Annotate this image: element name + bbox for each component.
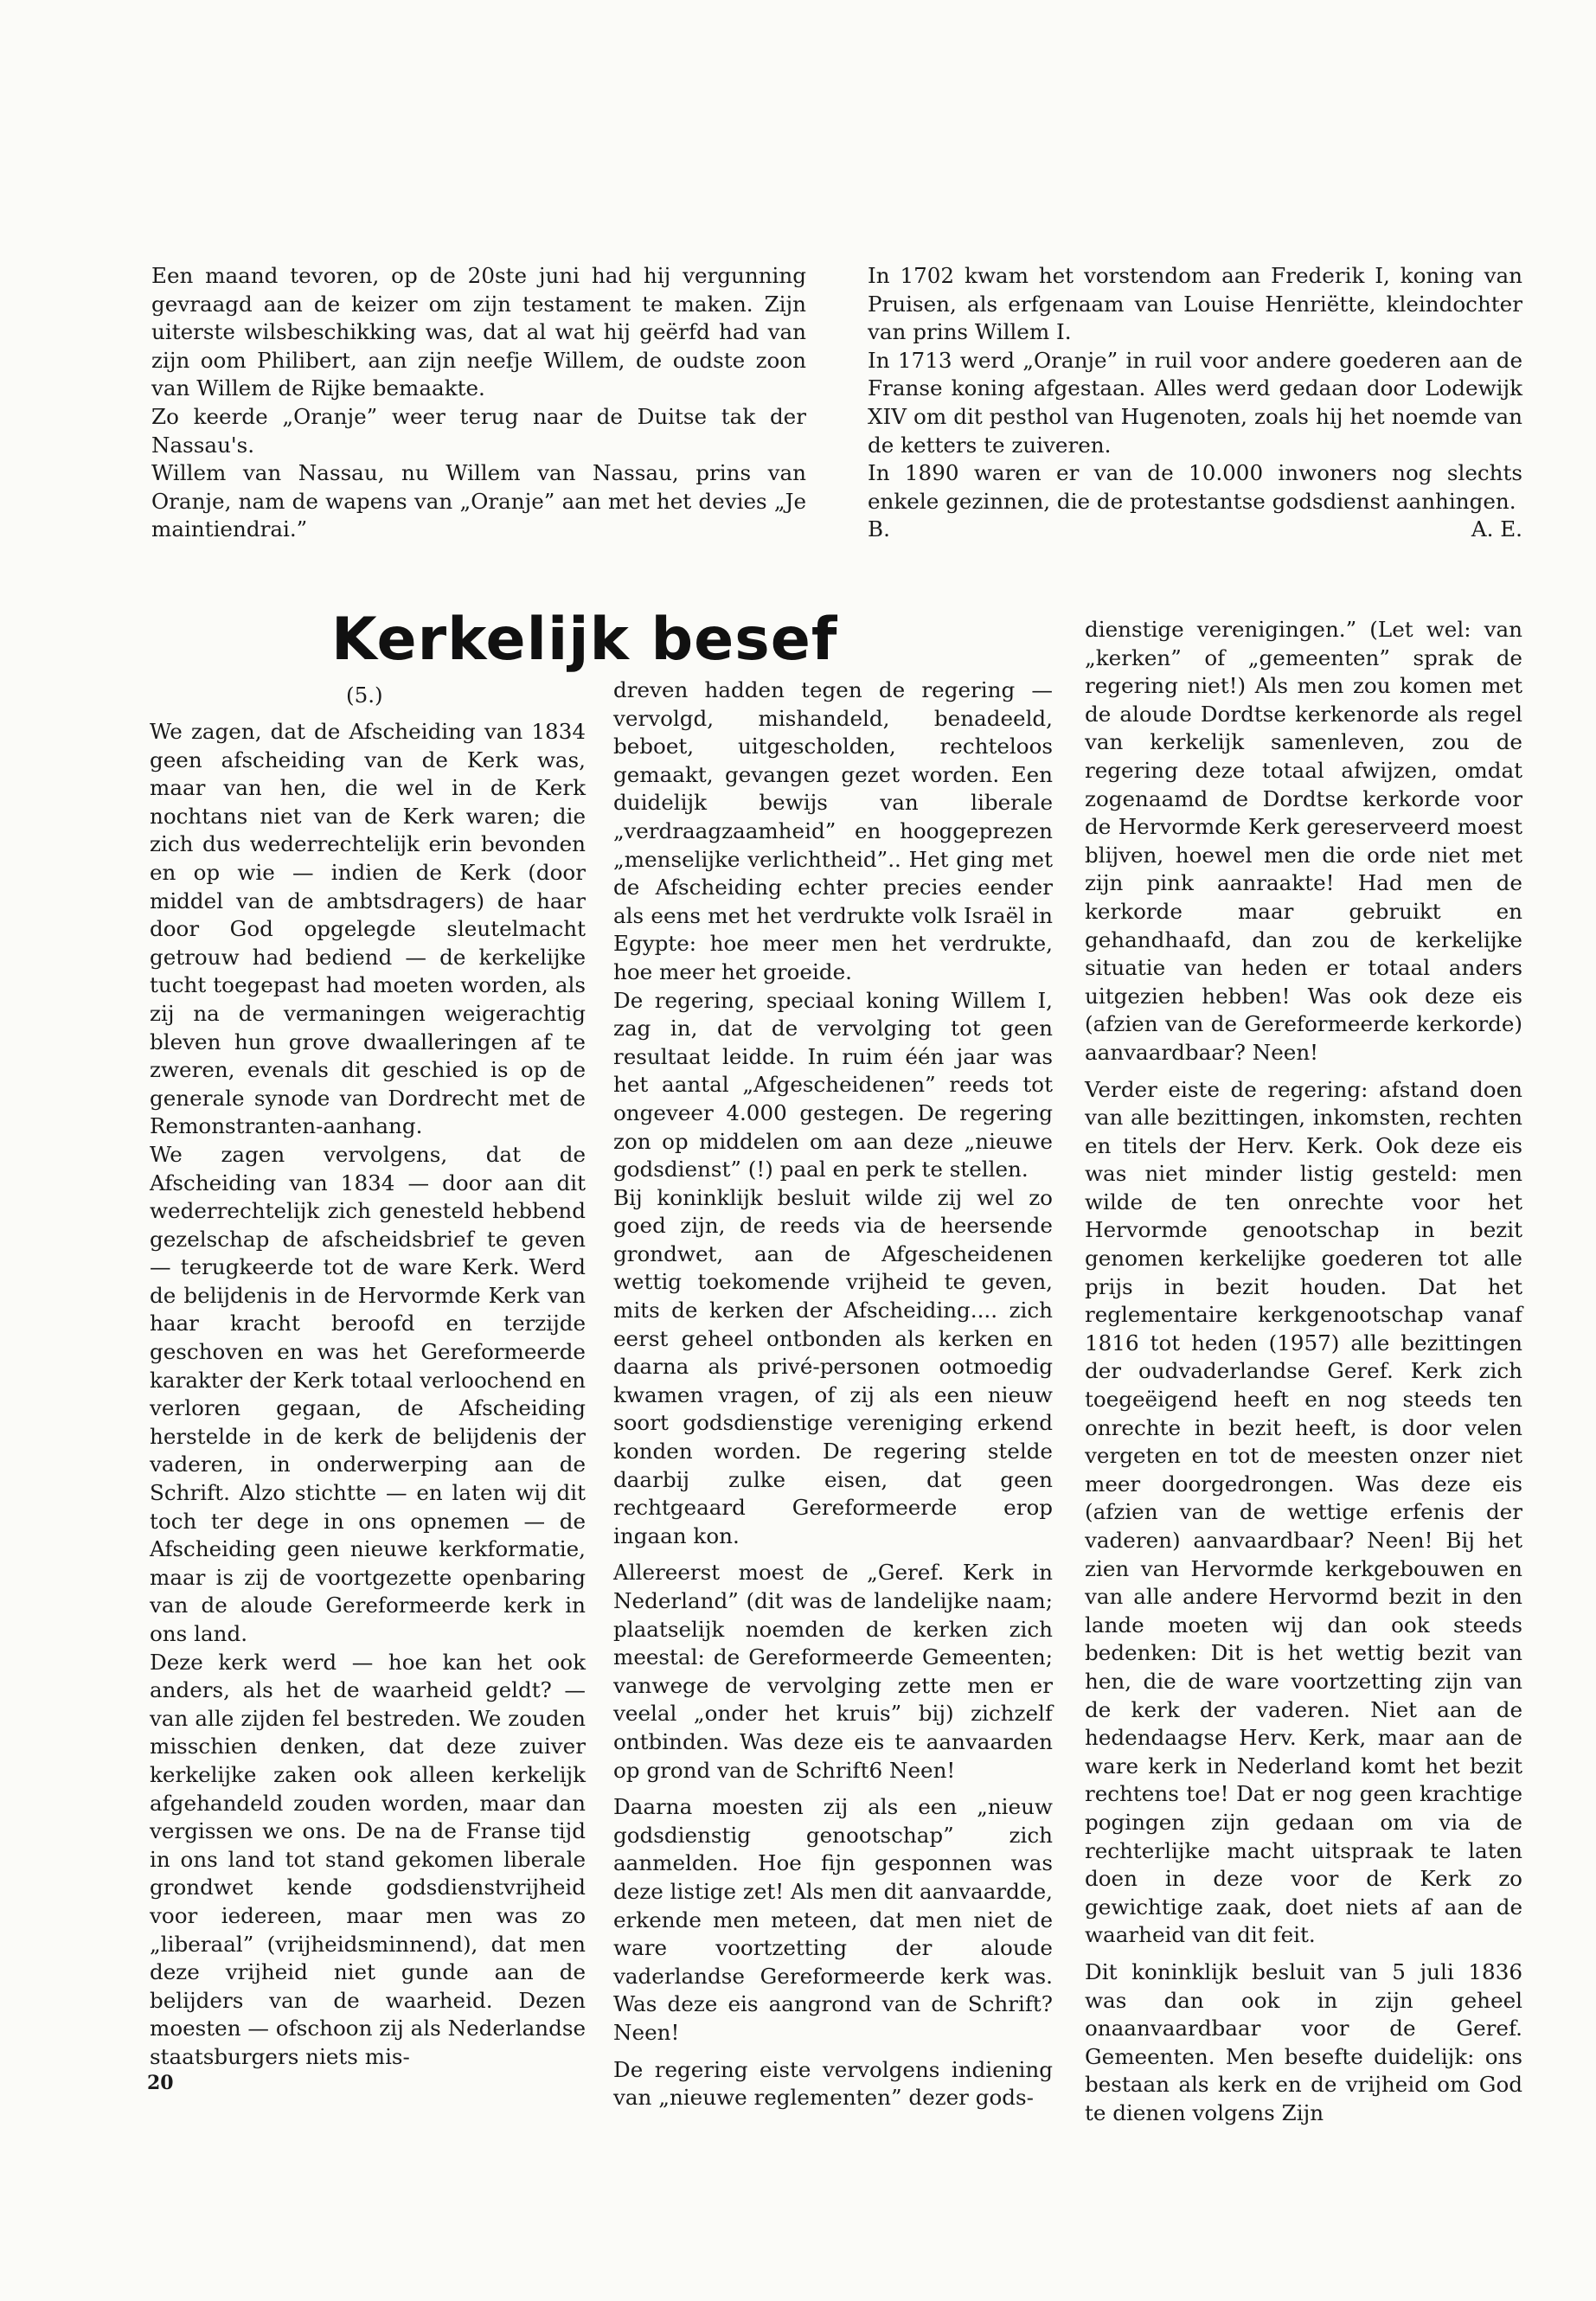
paragraph: In 1890 waren er van de 10.000 inwoners nog slechts enkele gezinnen, die de protestantse godsdienst aanhingen. <box>868 460 1522 514</box>
top-left-column <box>151 262 806 544</box>
article-part-number: (5.) <box>346 683 383 708</box>
paragraph: We zagen vervolgens, dat de Afscheiding van 1834 — door aan dit wederrechtelijk zich genesteld hebbend gezelschap de afscheidsbrief te geven — terugkeerde tot de ware Kerk. Werd de belijdenis in de Hervormde Kerk van haar kracht beroofd en terzijde geschoven en was het Gereformeerde karakter der Kerk totaal verloochend en verloren gegaan, de Afscheiding herstelde in de kerk de belijdenis der vaderen, in onderwerping aan de Schrift. Alzo stichtte — en laten wij dit toch ter dege in ons opnemen — de Afscheiding geen nieuwe kerkformatie, maar is zij de voortgezette openbaring van de aloude Gereformeerde kerk in ons land. <box>150 1141 586 1646</box>
article-column-3 <box>1085 616 1522 2127</box>
paragraph: dienstige verenigingen.” (Let wel: van „kerken” of „gemeenten” sprak de regering niet!) Als men zou komen met de aloude Dordtse kerkenorde als regel van kerkelijk samenleven, zou de regering deze totaal afwijzen, omdat zogenaamd de Dordtse kerkorde voor de Hervormde Kerk gereserveerd moest blijven, hoewel men die orde niet met zijn pink aanraakte! Had men de kerkorde maar gebruikt en gehandhaafd, dan zou de kerkelijke situatie van heden er totaal anders uitgezien hebben! Was ook deze eis (afzien van de Gereformeerde kerkorde) aanvaardbaar? Neen! <box>1085 617 1522 1065</box>
signature-left: B. <box>868 516 890 542</box>
article-column-2 <box>613 676 1053 2112</box>
paragraph: Een maand tevoren, op de 20ste juni had hij vergunning gevraagd aan de keizer om zijn testament te maken. Zijn uiterste wilsbeschikking was, dat al wat hij geërfd had van zijn oom Philibert, aan zijn neefje Willem, de oudste zoon van Willem de Rijke bemaakte. <box>151 263 806 401</box>
article-title: Kerkelijk besef <box>331 606 838 674</box>
page-number: 20 <box>147 2072 174 2094</box>
signature-right: A. E. <box>1471 516 1522 542</box>
paragraph: Bij koninklijk besluit wilde zij wel zo goed zijn, de reeds via de heersende grondwet, aan de Afgescheidenen wettig toekomende vrijheid te geven, mits de kerken der Afscheiding.... zich eerst geheel ontbonden als kerken en daarna als privé-personen ootmoedig kwamen vragen, of zij als een nieuw soort godsdienstige vereniging erkend konden worden. De regering stelde daarbij zulke eisen, dat geen rechtgeaard Gereformeerde erop ingaan kon. <box>613 1184 1053 1548</box>
paragraph: Zo keerde „Oranje” weer terug naar de Duitse tak der Nassau's. <box>151 403 806 458</box>
article-column-1 <box>150 718 586 2072</box>
paragraph: Daarna moesten zij als een „nieuw godsdienstig genootschap” zich aanmelden. Hoe fijn gesponnen was deze listige zet! Als men dit aanvaardde, erkende men meteen, dat men niet de ware voortzetting der aloude vaderlandse Gereformeerde kerk was. Was deze eis aangrond van de Schrift? Neen! <box>613 1794 1053 2045</box>
top-right-column <box>868 262 1522 544</box>
paragraph: Deze kerk werd — hoe kan het ook anders, als het de waarheid geldt? — van alle zijden fel bestreden. We zouden misschien denken, dat deze zuiver kerkelijke zaken ook alleen kerkelijk afgehandeld zouden worden, maar dan vergissen we ons. De na de Franse tijd in ons land tot stand gekomen liberale grondwet kende godsdienstvrijheid voor iedereen, maar men was zo „liberaal” (vrijheidsminnend), dat men deze vrijheid niet gunde aan de belijders van de waarheid. Dezen moesten — ofschoon zij als Nederlandse staatsburgers niets mis- <box>150 1649 586 2069</box>
paragraph: We zagen, dat de Afscheiding van 1834 geen afscheiding van de Kerk was, maar van hen, die wel in de Kerk nochtans niet van de Kerk waren; die zich dus wederrechtelijk erin bevonden en op wie — indien de Kerk (door middel van de ambtsdragers) de haar door God opgelegde sleutelmacht getrouw had bediend — de kerkelijke tucht toegepast had moeten worden, als zij na de vermaningen weigerachtig bleven hun grove dwaalleringen af te zweren, evenals dit geschied is op de generale synode van Dordrecht met de Remonstranten-aanhang. <box>150 719 586 1139</box>
paragraph: Dit koninklijk besluit van 5 juli 1836 was dan ook in zijn geheel onaanvaardbaar voor de Geref. Gemeenten. Men besefte duidelijk: ons bestaan als kerk en de vrijheid om God te dienen volgens Zijn <box>1085 1958 1522 2125</box>
paragraph: De regering, speciaal koning Willem I, zag in, dat de vervolging tot geen resultaat leidde. In ruim één jaar was het aantal „Afgescheidenen” reeds tot ongeveer 4.000 gestegen. De regering zon op middelen om aan deze „nieuwe godsdienst” (!) paal en perk te stellen. <box>613 987 1053 1183</box>
signature-line <box>868 516 1522 544</box>
paragraph: In 1702 kwam het vorstendom aan Frederik I, koning van Pruisen, als erfgenaam van Louise Henriëtte, kleindochter van prins Willem I. <box>868 263 1522 345</box>
paragraph: Allereerst moest de „Geref. Kerk in Nederland” (dit was de landelijke naam; plaatselijk noemden de kerken zich meestal: de Gereformeerde Gemeenten; vanwege de vervolging zette men er veelal „onder het kruis” bij) zichzelf ontbinden. Was deze eis te aanvaarden op grond van de Schrift6 Neen! <box>613 1560 1053 1783</box>
paragraph: Willem van Nassau, nu Willem van Nassau, prins van Oranje, nam de wapens van „Oranje” aan met het devies „Je maintiendrai.” <box>151 460 806 542</box>
paragraph: De regering eiste vervolgens indiening van „nieuwe reglementen” dezer gods- <box>613 2056 1053 2111</box>
paragraph: dreven hadden tegen de regering — vervolgd, mishandeld, benadeeld, beboet, uitgescholden, rechteloos gemaakt, gevangen gezet worden. Een duidelijk bewijs van liberale „verdraagzaamheid” en hooggeprezen „menselijke verlichtheid”.. Het ging met de Afscheiding echter precies eender als eens met het verdrukte volk Israël in Egypte: hoe meer men het verdrukte, hoe meer het groeide. <box>613 677 1053 984</box>
paragraph: Verder eiste de regering: afstand doen van alle bezittingen, inkomsten, rechten en titels der Herv. Kerk. Ook deze eis was niet minder listig gesteld: men wilde de ten onrechte voor het Hervormde genootschap in bezit genomen kerkelijke goederen tot alle prijs in bezit houden. Dat het reglementaire kerkgenootschap vanaf 1816 tot heden (1957) alle bezittingen der oudvaderlandse Geref. Kerk zich toegeëigend heeft en nog steeds ten onrechte in bezit heeft, is door velen vergeten en tot de meesten onzer niet meer doorgedrongen. Was deze eis (afzien van de wettige erfenis der vaderen) aanvaardbaar? Neen! Bij het zien van Hervormde kerkgebouwen en van alle andere Hervormd bezit in den lande moeten wij dan ook steeds bedenken: Dit is het wettig bezit van hen, die de ware voortzetting zijn van de kerk der vaderen. Niet aan de hedendaagse Herv. Kerk, maar aan de ware kerk in Nederland komt het bezit rechtens toe! Dat er nog geen krachtige pogingen zijn gedaan om via de rechterlijke macht uitspraak te laten doen in deze voor de Kerk zo gewichtige zaak, doet niets af aan de waarheid van dit feit. <box>1085 1076 1522 1948</box>
paragraph: In 1713 werd „Oranje” in ruil voor andere goederen aan de Franse koning afgestaan. Alles werd gedaan door Lodewijk XIV om dit pesthol van Hugenoten, zoals hij het noemde van de ketters te zuiveren. <box>868 347 1522 458</box>
